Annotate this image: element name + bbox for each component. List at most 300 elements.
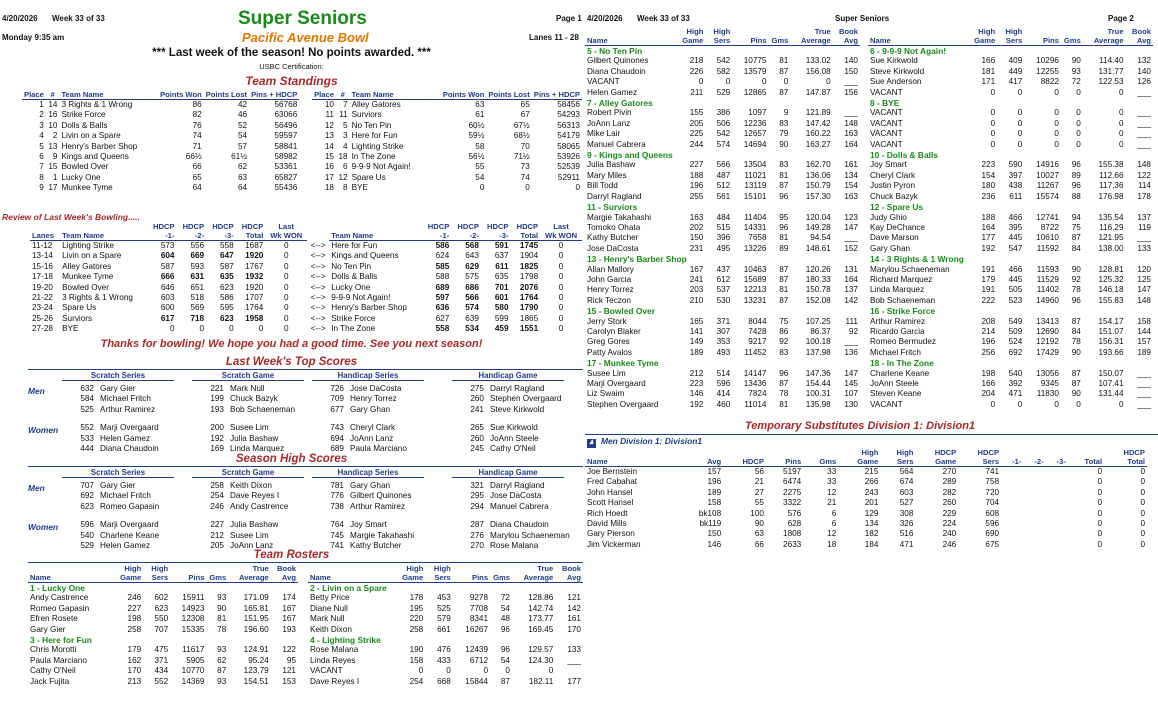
subs-header: -2- <box>1023 448 1045 467</box>
review-cell: 647 <box>220 251 234 261</box>
pins-hdcp: 65827 <box>274 172 298 182</box>
review-cell: 13-14 <box>32 251 53 261</box>
team-number: 2 <box>52 131 58 141</box>
roster-header: Gms <box>769 27 791 46</box>
review-cell: <--> <box>310 303 326 313</box>
player-row <box>868 140 1153 150</box>
stat: 154.17 <box>1098 316 1124 326</box>
bowler-name: Romeo Gapasin <box>100 501 160 511</box>
stat: 13413 <box>1036 316 1059 326</box>
points-won: 0 <box>479 183 485 193</box>
stat: 196 <box>707 477 722 487</box>
stat: 741 <box>985 467 1000 476</box>
points-lost: 63 <box>237 172 248 182</box>
team-number: 5 <box>343 120 348 130</box>
review-cell: 1798 <box>519 272 539 282</box>
score: 738 <box>330 501 344 511</box>
player-name: Justin Pyron <box>870 181 916 191</box>
review-cell: 0 <box>283 293 289 303</box>
score: 596 <box>80 520 94 530</box>
review-cell: 604 <box>160 251 175 261</box>
stat: 120 <box>1137 264 1151 274</box>
stat: 146 <box>707 539 722 549</box>
bowler-name: Stephen Overgaard <box>490 394 562 404</box>
stat: 1808 <box>783 529 802 539</box>
team-heading: 9 - Kings and Queens <box>587 150 673 161</box>
score: 212 <box>210 530 224 540</box>
bowler-name: JoAnn Lanz <box>350 433 394 443</box>
team-heading: 4 - Lighting Strike <box>310 635 381 646</box>
stat: 155.38 <box>1098 160 1124 170</box>
roster-header: Book Avg <box>555 564 583 583</box>
stat: 87 <box>217 666 227 676</box>
score-entry <box>328 481 390 490</box>
stat: 550 <box>154 614 169 624</box>
bowler-name: Margie Takahashi <box>350 530 415 540</box>
week: Week 33 of 33 <box>637 14 690 23</box>
review-cell: 669 <box>190 251 205 261</box>
team-name: Bowled Over <box>61 162 109 172</box>
stat: 255 <box>689 191 704 201</box>
place: 1 <box>39 100 44 109</box>
stat: 484 <box>716 212 731 222</box>
player-row <box>868 244 1153 254</box>
stat: 453 <box>437 593 451 603</box>
score-entry <box>78 444 159 453</box>
stat: 162.70 <box>805 160 831 170</box>
stat: 11267 <box>1036 181 1059 191</box>
stat: 11014 <box>744 399 767 409</box>
stat: 14147 <box>743 368 767 378</box>
review-cell: <--> <box>310 293 326 303</box>
stat: 231 <box>689 243 704 253</box>
stat: 6 <box>831 508 837 518</box>
lanes: Lanes 11 - 28 <box>529 33 579 42</box>
stat: 11529 <box>1036 274 1059 284</box>
bowler-name: Julia Bashaw <box>230 433 279 443</box>
subs-header: High Sers <box>880 448 915 467</box>
player-name: Rose Malana <box>310 645 359 655</box>
stat: 0 <box>446 666 451 676</box>
stat <box>1001 498 1023 508</box>
stat: 0 <box>1097 519 1103 529</box>
player-row <box>868 88 1153 98</box>
player-name: Judy Ghio <box>870 212 907 222</box>
player-row <box>28 604 298 614</box>
score: 221 <box>210 384 224 393</box>
stat: 0 <box>1054 129 1059 139</box>
score: 246 <box>210 501 224 511</box>
points-won: 55 <box>475 162 485 172</box>
subs-header: Name <box>585 448 679 467</box>
stat: 189 <box>689 347 704 357</box>
review-cell: <--> <box>310 251 326 261</box>
review-header: HDCP -1- <box>422 222 452 241</box>
team-heading: 2 - Livin on a Spare <box>310 583 387 593</box>
score-entry <box>328 520 387 529</box>
stat: 191 <box>981 264 996 274</box>
spacer <box>299 110 312 120</box>
review-header: Team Name <box>329 222 421 241</box>
stat: 83 <box>779 118 789 128</box>
stat: ___ <box>844 77 858 87</box>
stat: 2633 <box>783 539 802 549</box>
review-cell: 459 <box>494 324 509 334</box>
stat: 87 <box>779 87 789 97</box>
player-name: Stephen Overgaard <box>587 399 659 409</box>
pins-hdcp: 58456 <box>557 100 580 109</box>
score-entry <box>78 394 151 403</box>
stat: 529 <box>716 87 731 97</box>
stat: 131 <box>844 264 858 274</box>
bowler-name: Kathy Butcher <box>350 540 402 550</box>
stat: 674 <box>899 477 914 487</box>
stat: 15335 <box>181 624 205 634</box>
score: 270 <box>470 540 484 550</box>
review-cell: 597 <box>435 293 450 303</box>
team-heading-row <box>868 254 1153 264</box>
score: 192 <box>210 433 224 443</box>
stat: 170 <box>567 624 581 634</box>
score: 169 <box>210 443 224 453</box>
stat: 121.95 <box>1098 233 1124 243</box>
bowler-name: Charlene Keane <box>100 530 160 540</box>
stat: 96 <box>1071 181 1081 191</box>
points-won: 71 <box>192 141 202 151</box>
place: 7 <box>39 162 44 172</box>
bowler-name: Sue Kirkwold <box>490 423 538 433</box>
player-row <box>585 77 860 87</box>
review-cell: <--> <box>310 324 326 334</box>
bowler-name: Gary Gier <box>100 481 136 490</box>
stat: 96 <box>779 368 789 378</box>
player-name: Sue Kirkwold <box>870 56 918 66</box>
player-name: Keith Dixon <box>310 624 352 634</box>
player-row <box>308 604 583 614</box>
score: 745 <box>330 530 344 540</box>
standings-row <box>22 183 582 193</box>
stat: 438 <box>1008 181 1023 191</box>
stat: 154 <box>981 170 996 180</box>
stat: 371 <box>716 316 731 326</box>
team-heading-row <box>868 202 1153 212</box>
score-entry <box>208 531 269 540</box>
player-name: Richard Marquez <box>870 274 933 284</box>
review-cell: 27-28 <box>32 324 53 334</box>
stat: 260 <box>942 498 957 508</box>
player-name: VACANT <box>870 399 903 409</box>
team-number: 13 <box>48 141 58 151</box>
player-row <box>585 67 860 77</box>
bowler-name: Dave Reyes I <box>230 491 280 501</box>
stat: 371 <box>154 655 169 665</box>
review-cell: BYE <box>62 324 79 334</box>
stat: 12741 <box>1036 212 1059 222</box>
stat: 134 <box>844 170 858 180</box>
stat: 11021 <box>744 170 767 180</box>
player-name: Julia Bashaw <box>587 160 636 170</box>
stat: 87 <box>779 181 789 191</box>
score: 689 <box>330 443 344 453</box>
stat: 17429 <box>1036 347 1059 357</box>
stat: 218 <box>689 56 704 66</box>
subs-row <box>585 529 1147 539</box>
stat: 119 <box>1137 222 1151 232</box>
stat: 140 <box>844 56 858 66</box>
score: 776 <box>330 491 344 501</box>
roster-column-right <box>868 27 1153 410</box>
player-name: Michael Fritch <box>870 347 921 357</box>
stat: 75 <box>779 316 789 326</box>
score: 260 <box>470 433 484 443</box>
stat: 0 <box>1118 129 1124 139</box>
player-row <box>308 593 583 603</box>
points-lost: 67½ <box>513 120 530 130</box>
review-table <box>30 222 582 335</box>
pins-hdcp: 54179 <box>557 131 580 141</box>
stat: 90 <box>1071 56 1081 66</box>
stat: 13226 <box>743 243 767 253</box>
review-cell: 0 <box>169 324 175 334</box>
points-lost: 65 <box>520 100 530 109</box>
stat: ___ <box>1137 399 1151 409</box>
player-name: VACANT <box>870 118 903 128</box>
team-heading-row <box>585 254 860 264</box>
roster-table <box>585 27 860 410</box>
pins-hdcp: 58982 <box>274 152 298 162</box>
review-cell: 1920 <box>245 282 264 292</box>
stat: 395 <box>1008 222 1023 232</box>
review-cell: 587 <box>220 261 234 271</box>
stat: 86.37 <box>810 326 831 336</box>
review-cell: <--> <box>310 240 326 250</box>
player-row <box>868 275 1153 285</box>
stat: 167 <box>282 603 296 613</box>
points-lost: 74 <box>520 172 530 182</box>
stat: 11402 <box>1036 285 1059 295</box>
pins-hdcp: 63066 <box>274 110 298 120</box>
team-name: Henry's Barber Shop <box>61 141 138 151</box>
stat: 9 <box>783 108 789 118</box>
team-heading-row <box>28 583 298 594</box>
review-cell: Spare Us <box>62 303 97 313</box>
subs-table <box>585 448 1147 550</box>
player-row <box>868 285 1153 295</box>
roster-header: Name <box>585 27 678 46</box>
stat: 204 <box>981 389 996 399</box>
men-icon: ♟ <box>588 440 595 446</box>
pins-hdcp: 54293 <box>557 110 580 120</box>
player-row <box>868 213 1153 223</box>
bowler-name: Susee Lim <box>230 530 269 540</box>
review-cell: 591 <box>494 241 509 250</box>
stat: 87 <box>500 676 510 686</box>
stat: 90 <box>1071 389 1081 399</box>
stat: 152 <box>844 243 858 253</box>
subs-row <box>585 477 1147 487</box>
stat: 14916 <box>1036 160 1059 170</box>
roster-header: High Game <box>397 564 425 583</box>
stat: 163 <box>689 212 704 222</box>
stat: 122 <box>282 645 296 655</box>
roster-header: Name <box>28 564 116 583</box>
team-heading-row <box>308 583 583 594</box>
review-cell: Kings and Queens <box>331 251 399 261</box>
review-cell: 566 <box>465 293 479 303</box>
stat: 151.95 <box>243 614 269 624</box>
player-name: Greg Gores <box>587 337 630 347</box>
stat: 81 <box>217 614 227 624</box>
player-row <box>585 337 860 347</box>
score: 276 <box>470 530 484 540</box>
score: 677 <box>330 404 344 414</box>
score-entry <box>468 520 549 529</box>
team-number: 3 <box>343 131 348 141</box>
player-name: Efren Rosete <box>30 614 78 624</box>
week: Week 33 of 33 <box>52 14 105 23</box>
subs-row <box>585 509 1147 519</box>
stat: 196 <box>981 337 996 347</box>
review-cell: 0 <box>283 261 289 271</box>
stat: 90 <box>217 603 227 613</box>
stat: 142.74 <box>528 603 554 613</box>
stat: 147 <box>1137 285 1151 295</box>
stat: 153 <box>282 676 296 686</box>
team-number: 14 <box>48 100 58 109</box>
stat: 75 <box>1071 222 1081 232</box>
stat: 1097 <box>748 108 767 118</box>
stat: 566 <box>716 160 731 170</box>
review-cell: 0 <box>283 241 289 250</box>
stat: 525 <box>437 603 451 613</box>
stat: 137 <box>1137 212 1151 222</box>
sub-name: Scott Hansel <box>587 498 634 508</box>
stat: 156.31 <box>1098 337 1124 347</box>
stat: 112.66 <box>1099 170 1124 180</box>
score-entry <box>78 405 155 414</box>
stat: 154 <box>844 181 858 191</box>
bowler-name: Jose DaCosta <box>350 384 402 393</box>
spacer <box>299 152 312 162</box>
review-cell: 556 <box>190 241 205 250</box>
last-week-title: Last Week's Top Scores <box>225 356 358 368</box>
stat: 180.33 <box>805 274 831 284</box>
player-name: Arthur Ramirez <box>870 316 926 326</box>
roster-header: True Average <box>1083 27 1126 46</box>
stat: 33 <box>827 477 837 487</box>
score-entry <box>468 491 541 500</box>
subs-header: Avg <box>679 448 723 467</box>
stat: 704 <box>985 498 1000 508</box>
stat: 15574 <box>1036 191 1059 201</box>
review-cell: 686 <box>465 282 479 292</box>
team-number: 18 <box>338 152 348 162</box>
stat: 9278 <box>469 593 489 603</box>
stat: 133.02 <box>805 56 831 66</box>
stat: 150.07 <box>1098 368 1124 378</box>
review-row <box>30 251 582 261</box>
stat: 129 <box>864 508 879 518</box>
stat: 162 <box>127 655 142 665</box>
player-name: VACANT <box>870 139 903 149</box>
divider <box>585 434 1158 435</box>
stat: ___ <box>1137 379 1151 388</box>
stat: 506 <box>716 118 731 128</box>
stat: 445 <box>1008 274 1023 284</box>
review-cell: <--> <box>310 282 326 292</box>
stat: 164 <box>981 222 996 232</box>
stat: 220 <box>409 614 424 624</box>
review-cell: 595 <box>220 303 234 313</box>
stat: 0 <box>990 399 996 409</box>
score-entry <box>328 502 405 511</box>
place: 4 <box>39 131 44 141</box>
stat: 138.00 <box>1098 243 1124 253</box>
stat: 0 <box>1118 118 1124 128</box>
player-row <box>585 119 860 129</box>
stat: 222 <box>981 295 996 305</box>
score-entry <box>78 384 136 393</box>
rosters-title: Team Rosters <box>253 549 330 561</box>
stat: 0 <box>1097 467 1103 476</box>
review-cell: 21-22 <box>32 293 53 303</box>
stat: 195 <box>409 603 424 613</box>
team-number: 6 <box>343 162 348 172</box>
place: 14 <box>324 141 334 151</box>
stat: 437 <box>716 264 731 274</box>
stat: 142 <box>844 295 858 305</box>
stat: 211 <box>690 87 704 97</box>
review-cell: Dolls & Balls <box>331 272 378 282</box>
stat: 564 <box>899 467 914 476</box>
team-heading-row <box>868 306 1153 316</box>
stat: 92 <box>1071 274 1081 284</box>
stat: 192 <box>981 243 996 253</box>
points-lost: 46 <box>237 110 248 120</box>
usbc: USBC Certification: <box>259 62 324 71</box>
player-row <box>868 119 1153 129</box>
score: 707 <box>80 481 94 490</box>
score: 295 <box>470 491 484 501</box>
score: 743 <box>330 423 344 433</box>
bowler-name: Helen Gamez <box>100 433 151 443</box>
stat: 54 <box>500 655 510 665</box>
stat <box>1001 488 1023 498</box>
stat: 12439 <box>465 645 489 655</box>
subs-row <box>585 488 1147 498</box>
sub-name: Jim Vickerman <box>587 539 641 549</box>
stat: 166 <box>981 56 996 66</box>
stat: 189 <box>707 487 722 497</box>
bowler-name: Helen Gamez <box>100 540 151 550</box>
stat: 493 <box>716 347 731 357</box>
spacer <box>299 183 312 193</box>
points-won: 86 <box>192 100 202 109</box>
review-header: Team Name <box>60 222 147 241</box>
stat: 14960 <box>1036 295 1059 305</box>
roster-header: Name <box>868 27 970 46</box>
stat: ___ <box>1137 87 1151 97</box>
score: 200 <box>210 423 224 433</box>
pins-hdcp: 55436 <box>274 183 298 193</box>
stat: 0 <box>1076 399 1081 409</box>
review-cell: 624 <box>435 251 450 261</box>
points-lost: 42 <box>237 100 248 109</box>
stat: 131.77 <box>1098 66 1124 76</box>
roster-header: True Average <box>228 564 270 583</box>
stat: 282 <box>942 487 957 497</box>
stat: 0 <box>1076 108 1081 118</box>
